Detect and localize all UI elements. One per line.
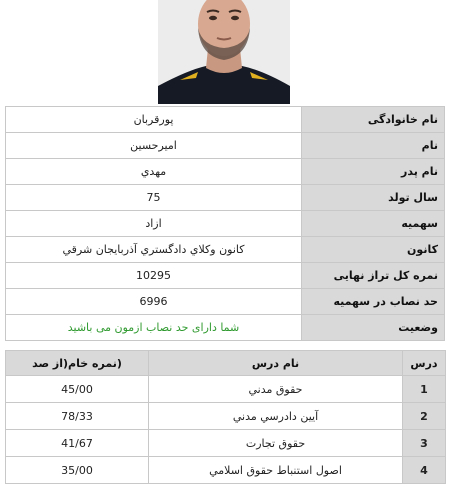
info-row-final-score <box>6 263 445 289</box>
candidate-photo <box>158 0 290 104</box>
course-number: 2 <box>403 403 446 430</box>
table-row <box>6 403 446 430</box>
final-score-label: نمره کل تراز نهایی <box>302 263 445 289</box>
status-value: شما دارای حد نصاب ازمون می باشید <box>6 315 302 341</box>
raw-score: 41/67 <box>6 430 149 457</box>
course-name: آيين دادرسي مدني <box>149 403 403 430</box>
candidate-info-table <box>5 106 445 341</box>
info-row-quota <box>6 211 445 237</box>
course-name: حقوق تجارت <box>149 430 403 457</box>
info-row-birth-year <box>6 185 445 211</box>
info-row-bar-association <box>6 237 445 263</box>
info-row-father-name <box>6 159 445 185</box>
person-photo-icon <box>158 0 290 104</box>
quota-threshold-value: 6996 <box>6 289 302 315</box>
father-name-label: نام پدر <box>302 159 445 185</box>
raw-score: 78/33 <box>6 403 149 430</box>
raw-score: 45/00 <box>6 376 149 403</box>
raw-score: 35/00 <box>6 457 149 484</box>
course-name: حقوق مدني <box>149 376 403 403</box>
quota-threshold-label: حد نصاب در سهمیه <box>302 289 445 315</box>
bar-association-label: کانون <box>302 237 445 263</box>
course-number: 3 <box>403 430 446 457</box>
last-name-value: پورقربان <box>6 107 302 133</box>
info-row-first-name <box>6 133 445 159</box>
final-score-value: 10295 <box>6 263 302 289</box>
course-number-header: درس <box>403 351 446 376</box>
info-row-quota-threshold <box>6 289 445 315</box>
father-name-value: مهدي <box>6 159 302 185</box>
table-row <box>6 457 446 484</box>
table-row <box>6 376 446 403</box>
grades-table <box>5 350 446 484</box>
table-row <box>6 430 446 457</box>
grades-header-row <box>6 351 446 376</box>
info-row-status <box>6 315 445 341</box>
quota-label: سهمیه <box>302 211 445 237</box>
photo-section <box>0 0 450 106</box>
quota-value: ازاد <box>6 211 302 237</box>
raw-score-header: (نمره خام(از صد <box>6 351 149 376</box>
info-row-last-name <box>6 107 445 133</box>
status-label: وضعیت <box>302 315 445 341</box>
first-name-value: اميرحسين <box>6 133 302 159</box>
last-name-label: نام خانوادگی <box>302 107 445 133</box>
course-name: اصول استنباط حقوق اسلامي <box>149 457 403 484</box>
birth-year-label: سال تولد <box>302 185 445 211</box>
course-number: 1 <box>403 376 446 403</box>
course-number: 4 <box>403 457 446 484</box>
course-name-header: نام درس <box>149 351 403 376</box>
bar-association-value: كانون وكلاي دادگستري آذربايجان شرقي <box>6 237 302 263</box>
first-name-label: نام <box>302 133 445 159</box>
birth-year-value: 75 <box>6 185 302 211</box>
